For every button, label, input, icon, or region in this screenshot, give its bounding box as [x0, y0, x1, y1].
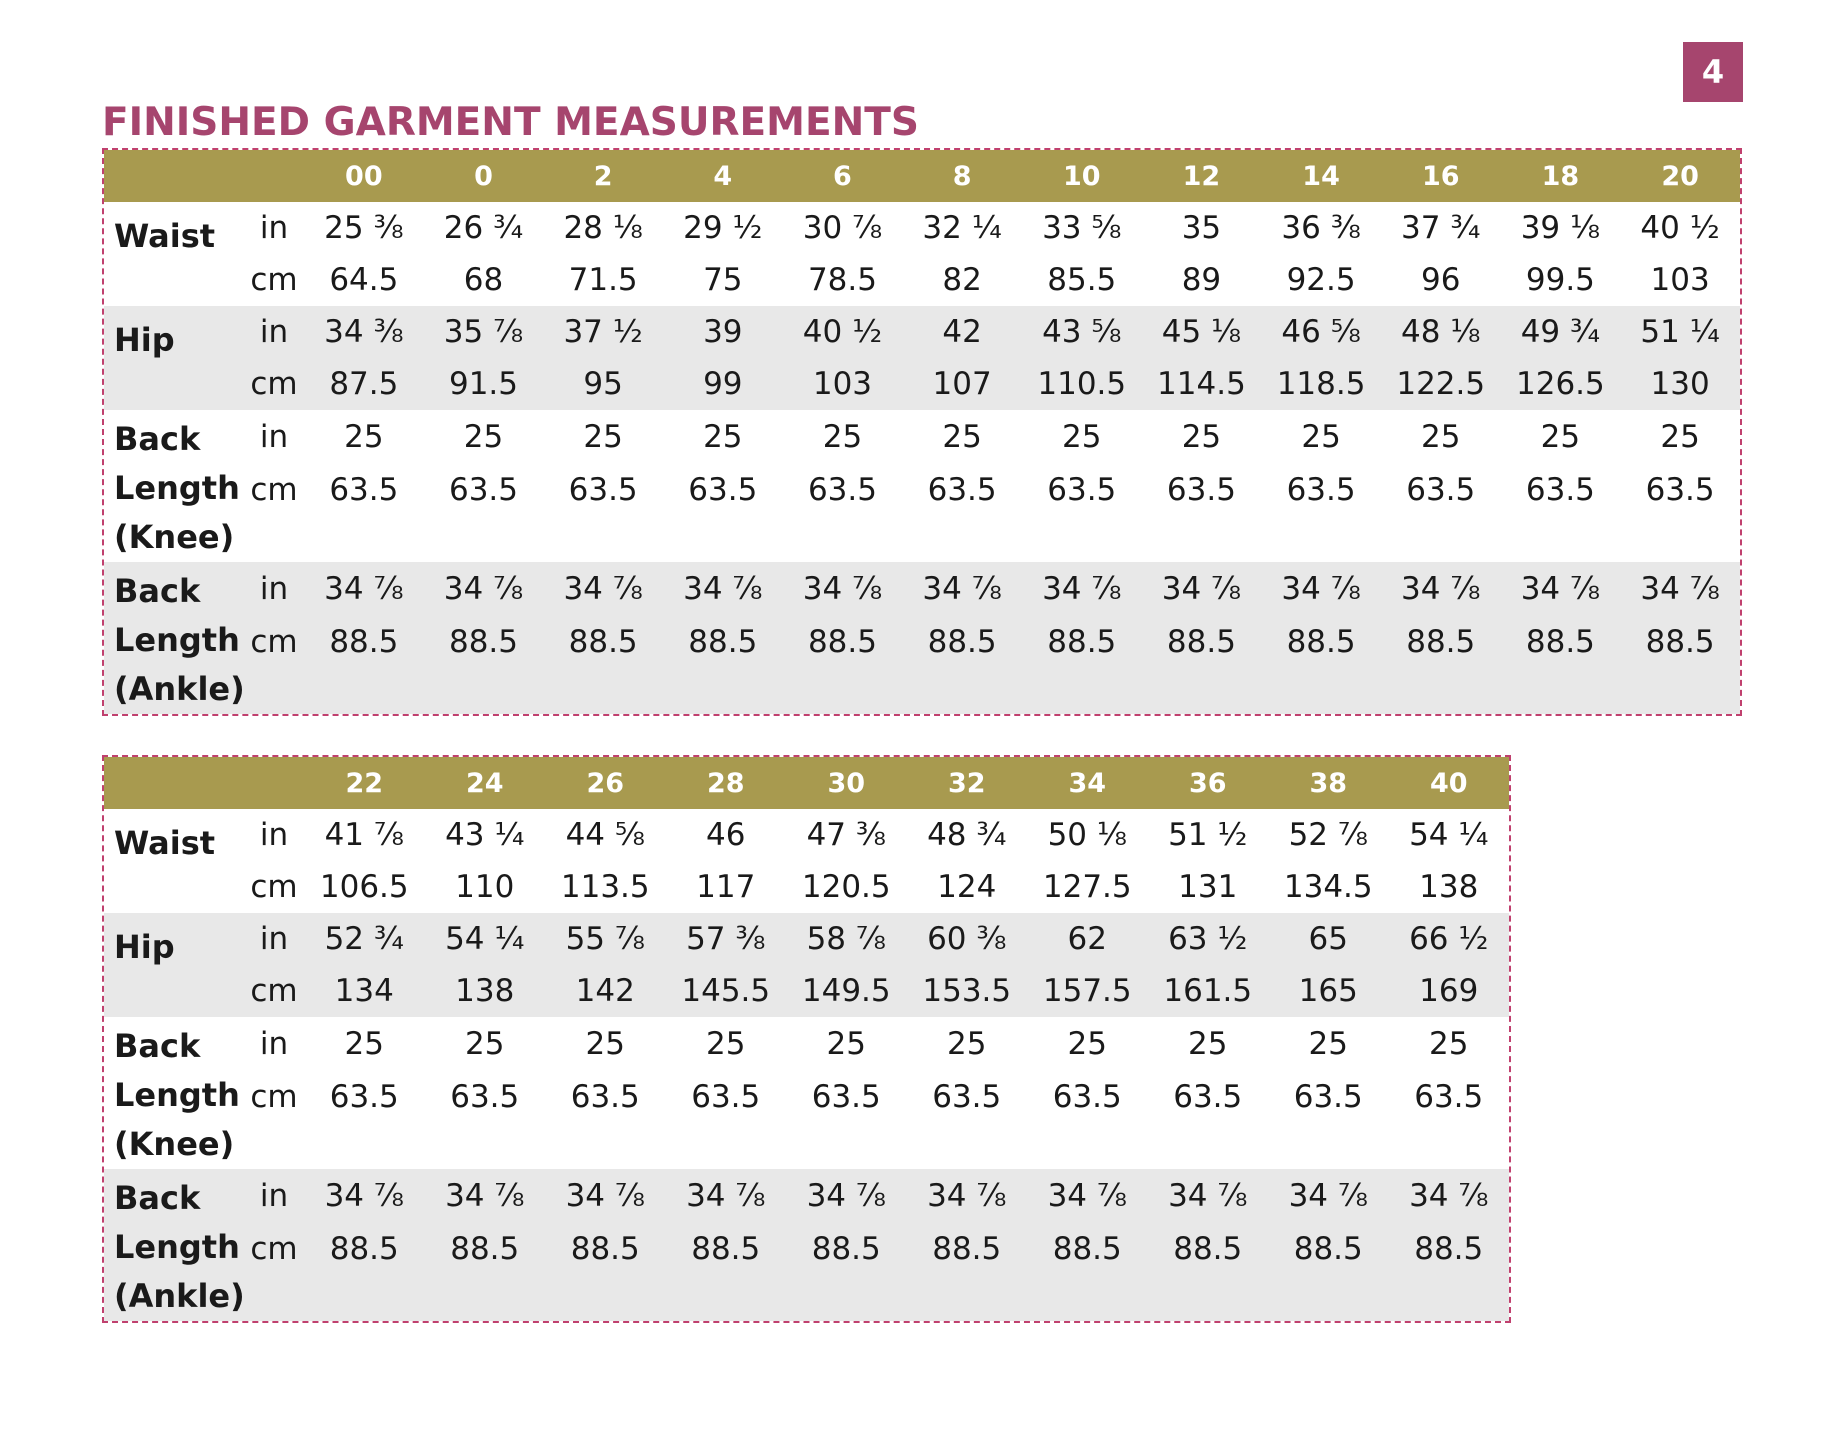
measurement-label-line: Hip: [114, 928, 175, 966]
measurement-row: [104, 1169, 1509, 1222]
measurement-row: [104, 615, 1740, 668]
measurement-value: 25: [703, 418, 743, 455]
measurement-value: 88.5: [1525, 623, 1595, 660]
measurement-label: [104, 562, 244, 714]
measurement-value: 88.5: [1047, 623, 1117, 660]
measurement-value: 51 ¼: [1640, 314, 1720, 350]
measurement-value: 88.5: [1414, 1230, 1484, 1267]
measurement-value: 114.5: [1157, 366, 1246, 402]
size-header: 34: [1068, 767, 1107, 799]
measurement-value: 39: [703, 314, 743, 350]
measurement-value: 25: [1067, 1025, 1107, 1062]
measurement-value: 117: [696, 869, 756, 905]
measurement-value: 126.5: [1516, 366, 1605, 402]
measurement-value: 88.5: [1293, 1230, 1363, 1267]
measurement-value: 78.5: [807, 262, 877, 298]
measurement-value: 88.5: [1166, 623, 1236, 660]
measurement-row: [104, 202, 1740, 254]
measurement-row: [104, 562, 1740, 615]
measurement-value: 149.5: [801, 973, 891, 1009]
measurement-value: 34 ⅞: [1161, 570, 1242, 607]
measurement-value: 110: [455, 869, 515, 905]
measurement-value: 44 ⅝: [565, 817, 645, 853]
size-header: 4: [713, 160, 733, 192]
measurement-label-line: Hip: [114, 321, 175, 359]
measurement-label-line: Length: [114, 621, 240, 659]
measurement-value: 34 ⅞: [1409, 1177, 1489, 1214]
header-blank: [244, 150, 304, 202]
measurement-value: 33 ⅝: [1042, 210, 1122, 246]
measurement-value: 25: [1308, 1025, 1348, 1062]
measurement-value: 37 ¾: [1401, 210, 1481, 246]
measurement-value: 68: [463, 262, 504, 298]
measurement-value: 142: [575, 973, 635, 1009]
measurement-value: 63.5: [927, 471, 997, 508]
measurement-value: 36 ⅜: [1281, 210, 1361, 246]
measurement-value: 48 ¾: [927, 817, 1007, 853]
measurement-group: [104, 1017, 1509, 1169]
measurement-value: 35: [1181, 210, 1222, 246]
measurement-value: 34 ⅞: [445, 1177, 525, 1214]
measurement-value: 37 ½: [563, 314, 643, 350]
measurement-value: 57 ⅜: [686, 921, 766, 957]
measurement-value: 88.5: [450, 1230, 520, 1267]
unit-label: in: [259, 570, 289, 607]
measurement-value: 87.5: [329, 366, 399, 402]
measurement-value: 63.5: [1286, 471, 1356, 508]
size-chart-table-1: [102, 148, 1742, 716]
measurement-value: 25: [344, 418, 384, 455]
measurement-value: 25: [706, 1025, 746, 1062]
measurement-value: 88.5: [807, 623, 877, 660]
measurement-value: 46: [706, 817, 746, 853]
measurement-value: 25: [585, 1025, 625, 1062]
measurement-row: [104, 463, 1740, 516]
measurement-value: 50 ⅛: [1047, 817, 1127, 853]
measurement-value: 88.5: [1645, 623, 1715, 660]
measurement-value: 34 ⅞: [686, 1177, 766, 1214]
measurement-value: 34 ⅞: [922, 570, 1002, 607]
measurement-value: 34 ⅞: [565, 1177, 645, 1214]
measurement-group: [104, 202, 1740, 306]
measurement-value: 34 ⅞: [324, 1177, 404, 1214]
measurement-value: 29 ½: [683, 210, 763, 246]
measurement-label-line: Length: [114, 1228, 240, 1266]
measurement-value: 153.5: [922, 973, 1012, 1009]
measurement-value: 88.5: [1286, 623, 1356, 660]
measurements-table: [104, 150, 1740, 714]
measurement-value: 43 ¼: [445, 817, 525, 853]
measurement-value: 63.5: [1525, 471, 1595, 508]
measurement-value: 118.5: [1276, 366, 1366, 402]
measurement-value: 25: [822, 418, 863, 455]
measurement-value: 34 ⅞: [563, 570, 643, 607]
measurement-value: 63.5: [1645, 471, 1715, 508]
measurement-value: 65: [1308, 921, 1348, 957]
measurement-value: 34 ⅞: [1520, 570, 1601, 607]
measurement-value: 66 ½: [1409, 921, 1489, 957]
unit-label: in: [259, 314, 289, 350]
measurement-value: 63.5: [1047, 471, 1117, 508]
measurement-value: 25: [463, 418, 504, 455]
measurement-value: 82: [942, 262, 982, 298]
measurement-label-line: Length: [114, 469, 240, 507]
label-overflow-row: [104, 668, 1740, 714]
measurement-value: 95: [583, 366, 623, 402]
measurement-value: 138: [1419, 869, 1479, 905]
measurement-value: 34 ⅞: [443, 570, 524, 607]
measurement-value: 138: [455, 973, 515, 1009]
measurement-value: 40 ½: [1640, 210, 1720, 246]
measurement-value: 88.5: [927, 623, 997, 660]
measurement-value: 43 ⅝: [1042, 314, 1122, 350]
measurement-group: [104, 562, 1740, 714]
spacer-cell: [244, 516, 1740, 562]
unit-label: in: [259, 817, 289, 853]
measurement-label: [104, 1169, 244, 1321]
measurement-value: 58 ⅞: [806, 921, 886, 957]
measurement-label-line: (Ankle): [114, 670, 245, 708]
size-header: 24: [465, 767, 504, 799]
measurement-row: [104, 913, 1509, 965]
measurement-value: 88.5: [691, 1230, 761, 1267]
measurement-value: 25: [942, 418, 982, 455]
measurement-value: 63.5: [1414, 1078, 1484, 1115]
size-header: 10: [1062, 160, 1101, 192]
measurement-value: 34 ⅞: [806, 1177, 886, 1214]
label-overflow-row: [104, 1123, 1509, 1169]
measurement-value: 45 ⅛: [1161, 314, 1242, 350]
unit-label: cm: [250, 262, 298, 298]
unit-label: cm: [250, 1230, 298, 1267]
measurement-value: 34 ⅞: [1047, 1177, 1127, 1214]
measurement-value: 63.5: [568, 471, 638, 508]
unit-label: in: [259, 1177, 289, 1214]
measurement-value: 92.5: [1286, 262, 1356, 298]
measurement-value: 63.5: [1406, 471, 1476, 508]
measurement-label: [104, 202, 244, 306]
measurement-value: 63.5: [1293, 1078, 1363, 1115]
measurement-value: 49 ¾: [1520, 314, 1601, 350]
measurement-value: 107: [932, 366, 992, 402]
size-header: 8: [952, 160, 972, 192]
measurement-value: 32 ¼: [922, 210, 1002, 246]
measurement-value: 60 ⅜: [927, 921, 1007, 957]
measurement-value: 85.5: [1047, 262, 1117, 298]
measurement-value: 63.5: [329, 1078, 399, 1115]
measurement-value: 63.5: [450, 1078, 520, 1115]
measurement-value: 25: [1301, 418, 1341, 455]
measurement-value: 103: [812, 366, 873, 402]
measurement-value: 28 ⅛: [563, 210, 643, 246]
measurement-value: 120.5: [801, 869, 891, 905]
measurement-label: [104, 809, 244, 913]
measurement-value: 34 ⅞: [1168, 1177, 1248, 1214]
measurement-value: 34 ⅞: [802, 570, 883, 607]
page-title: FINISHED GARMENT MEASUREMENTS: [102, 100, 919, 145]
measurement-label-line: Back: [114, 572, 201, 610]
measurement-value: 25: [1421, 418, 1461, 455]
spacer-cell: [244, 1275, 1509, 1321]
measurement-value: 51 ½: [1168, 817, 1248, 853]
measurement-value: 89: [1181, 262, 1222, 298]
label-overflow-row: [104, 1275, 1509, 1321]
measurement-value: 88.5: [329, 623, 399, 660]
size-header-row: [104, 150, 1740, 202]
measurement-value: 88.5: [448, 623, 518, 660]
measurement-value: 26 ¾: [443, 210, 524, 246]
size-header: 14: [1302, 160, 1340, 192]
measurement-value: 52 ¾: [324, 921, 404, 957]
unit-label: cm: [250, 869, 298, 905]
measurement-row: [104, 965, 1509, 1017]
measurement-value: 25: [1660, 418, 1700, 455]
measurement-label-line: (Ankle): [114, 1277, 245, 1315]
measurement-row: [104, 410, 1740, 463]
measurement-value: 34 ⅞: [927, 1177, 1007, 1214]
size-header: 18: [1541, 160, 1580, 192]
size-header: 28: [706, 767, 745, 799]
measurement-label: [104, 306, 244, 410]
measurement-value: 157.5: [1042, 973, 1132, 1009]
size-chart-table-2: [102, 755, 1511, 1323]
measurement-value: 52 ⅞: [1288, 817, 1368, 853]
measurement-value: 63.5: [811, 1078, 881, 1115]
measurement-value: 41 ⅞: [324, 817, 404, 853]
measurement-row: [104, 809, 1509, 861]
unit-label: in: [259, 1025, 289, 1062]
measurement-value: 39 ⅛: [1520, 210, 1601, 246]
size-header: 00: [345, 160, 383, 192]
measurement-value: 88.5: [932, 1230, 1002, 1267]
measurement-value: 96: [1421, 262, 1461, 298]
measurement-value: 110.5: [1037, 366, 1127, 402]
measurement-value: 34 ⅞: [1042, 570, 1122, 607]
measurements-table: [104, 757, 1509, 1321]
page-number-badge: 4: [1683, 42, 1743, 102]
spacer-cell: [244, 1123, 1509, 1169]
measurement-value: 25: [826, 1025, 866, 1062]
measurement-value: 99: [703, 366, 743, 402]
measurement-value: 134.5: [1283, 869, 1373, 905]
label-overflow-row: [104, 516, 1740, 562]
measurement-value: 113.5: [560, 869, 650, 905]
measurement-label-line: Back: [114, 1179, 201, 1217]
measurement-label-line: Waist: [114, 217, 216, 255]
measurement-value: 88.5: [1173, 1230, 1243, 1267]
measurement-value: 88.5: [568, 623, 638, 660]
measurement-value: 75: [703, 262, 743, 298]
measurement-value: 63.5: [932, 1078, 1002, 1115]
measurement-value: 25: [1429, 1025, 1469, 1062]
measurement-value: 91.5: [448, 366, 518, 402]
measurement-value: 46 ⅝: [1281, 314, 1361, 350]
measurement-value: 88.5: [329, 1230, 399, 1267]
measurement-value: 25: [1181, 418, 1222, 455]
measurement-value: 64.5: [329, 262, 399, 298]
measurement-group: [104, 410, 1740, 562]
measurement-label-line: Length: [114, 1076, 240, 1114]
unit-label: in: [259, 921, 289, 957]
measurement-value: 122.5: [1396, 366, 1486, 402]
measurement-value: 34 ⅞: [1401, 570, 1481, 607]
header-blank: [104, 757, 244, 809]
measurement-value: 63.5: [570, 1078, 640, 1115]
measurement-row: [104, 306, 1740, 358]
measurement-value: 63.5: [807, 471, 877, 508]
measurement-value: 99.5: [1525, 262, 1595, 298]
size-header: 22: [345, 767, 384, 799]
measurement-row: [104, 1017, 1509, 1070]
measurement-value: 161.5: [1163, 973, 1253, 1009]
size-header: 16: [1421, 160, 1460, 192]
header-blank: [244, 757, 304, 809]
size-header: 20: [1661, 160, 1699, 192]
measurement-value: 130: [1650, 366, 1710, 402]
measurement-label-line: Back: [114, 420, 201, 458]
measurement-row: [104, 358, 1740, 410]
measurement-label-line: (Knee): [114, 1125, 235, 1163]
size-header: 40: [1429, 767, 1468, 799]
measurement-value: 34 ⅞: [1640, 570, 1720, 607]
measurement-value: 71.5: [568, 262, 638, 298]
measurement-value: 131: [1178, 869, 1238, 905]
measurement-value: 34 ⅞: [683, 570, 763, 607]
measurement-label: [104, 410, 244, 562]
measurement-value: 63.5: [688, 471, 758, 508]
measurement-value: 25: [947, 1025, 987, 1062]
spacer-cell: [244, 668, 1740, 714]
measurement-value: 124: [937, 869, 997, 905]
header-blank: [104, 150, 244, 202]
measurement-label-line: Back: [114, 1027, 201, 1065]
measurement-value: 103: [1650, 262, 1710, 298]
measurement-value: 54 ¼: [445, 921, 525, 957]
measurement-value: 88.5: [570, 1230, 640, 1267]
measurement-value: 55 ⅞: [565, 921, 645, 957]
unit-label: cm: [250, 471, 298, 508]
measurement-row: [104, 1070, 1509, 1123]
size-header: 38: [1309, 767, 1348, 799]
measurement-value: 62: [1067, 921, 1107, 957]
measurement-value: 88.5: [1406, 623, 1476, 660]
measurement-value: 25: [1540, 418, 1581, 455]
measurement-group: [104, 809, 1509, 913]
measurement-value: 42: [942, 314, 982, 350]
measurement-value: 63.5: [1173, 1078, 1243, 1115]
measurement-value: 25: [1188, 1025, 1228, 1062]
measurement-group: [104, 1169, 1509, 1321]
unit-label: cm: [250, 973, 298, 1009]
measurement-value: 127.5: [1042, 869, 1132, 905]
measurement-value: 34 ⅞: [1281, 570, 1361, 607]
measurement-value: 34 ⅞: [1288, 1177, 1368, 1214]
unit-label: cm: [250, 623, 298, 660]
measurement-value: 169: [1419, 973, 1479, 1009]
measurement-value: 88.5: [1052, 1230, 1122, 1267]
measurement-row: [104, 1222, 1509, 1275]
measurement-value: 145.5: [681, 973, 771, 1009]
unit-label: in: [259, 210, 289, 246]
measurement-value: 54 ¼: [1409, 817, 1489, 853]
measurement-value: 88.5: [688, 623, 758, 660]
measurement-label-line: (Knee): [114, 518, 235, 556]
measurement-value: 30 ⅞: [802, 210, 883, 246]
measurement-value: 106.5: [319, 869, 409, 905]
measurement-value: 48 ⅛: [1401, 314, 1481, 350]
measurement-value: 63.5: [1166, 471, 1236, 508]
measurement-value: 134: [334, 973, 394, 1009]
size-header: 12: [1182, 160, 1221, 192]
measurement-value: 165: [1298, 973, 1358, 1009]
measurement-value: 25: [583, 418, 623, 455]
measurement-value: 34 ⅜: [324, 314, 404, 350]
measurement-value: 63.5: [1052, 1078, 1122, 1115]
measurement-value: 25: [344, 1025, 384, 1062]
measurement-value: 63.5: [329, 471, 399, 508]
measurement-value: 47 ⅜: [806, 817, 886, 853]
size-header-row: [104, 757, 1509, 809]
measurement-value: 25 ⅜: [324, 210, 404, 246]
measurement-value: 88.5: [811, 1230, 881, 1267]
measurement-value: 63 ½: [1168, 921, 1248, 957]
measurement-label-line: Waist: [114, 824, 216, 862]
measurement-value: 25: [1062, 418, 1102, 455]
measurement-row: [104, 861, 1509, 913]
size-header: 26: [586, 767, 625, 799]
measurement-group: [104, 306, 1740, 410]
unit-label: cm: [250, 1078, 298, 1115]
size-header: 2: [593, 160, 613, 192]
unit-label: cm: [250, 366, 298, 402]
size-header: 0: [474, 160, 493, 192]
unit-label: in: [259, 418, 289, 455]
measurement-label: [104, 1017, 244, 1169]
size-header: 36: [1188, 767, 1227, 799]
measurement-value: 34 ⅞: [324, 570, 404, 607]
measurement-value: 35 ⅞: [443, 314, 524, 350]
measurement-group: [104, 913, 1509, 1017]
size-header: 6: [833, 160, 852, 192]
size-header: 30: [827, 767, 866, 799]
measurement-label: [104, 913, 244, 1017]
measurement-value: 40 ½: [802, 314, 883, 350]
measurement-value: 63.5: [691, 1078, 761, 1115]
measurement-row: [104, 254, 1740, 306]
measurement-value: 63.5: [448, 471, 518, 508]
measurement-value: 25: [465, 1025, 505, 1062]
size-header: 32: [947, 767, 986, 799]
